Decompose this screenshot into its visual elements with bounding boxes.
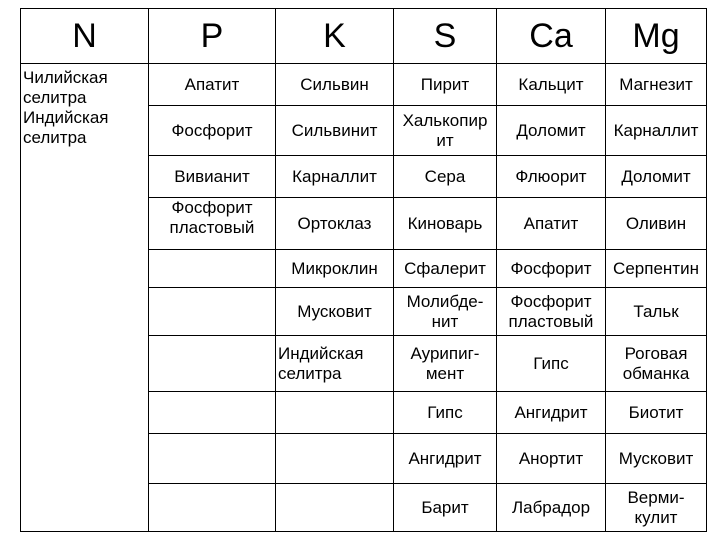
cell-text-line: Апатит <box>184 74 240 94</box>
table-cell-mg <box>606 250 707 288</box>
table-cell-ca <box>497 392 606 434</box>
table-cell-p <box>149 484 276 532</box>
table-cell-p <box>149 288 276 336</box>
cell-text-line: Пирит <box>420 74 470 94</box>
table-cell-p <box>149 250 276 288</box>
table-cell-ca <box>497 64 606 106</box>
table-cell-k <box>276 64 394 106</box>
table-cell-mg <box>606 64 707 106</box>
cell-text-line: Киноварь <box>407 213 483 233</box>
cell-text-line: Анортит <box>518 448 584 468</box>
table-cell-ca <box>497 434 606 484</box>
table-cell-mg <box>606 288 707 336</box>
cell-text-line: Фосфорит <box>171 198 253 217</box>
table-cell-ca <box>497 484 606 532</box>
cell-text-line: Биотит <box>628 402 684 422</box>
cell-text-line: Карналлит <box>292 166 377 186</box>
cell-text-line: Магнезит <box>619 74 693 94</box>
table-cell-s <box>394 434 497 484</box>
table-cell-k <box>276 392 394 434</box>
cell-text-line: Кальцит <box>518 74 584 94</box>
cell-text-line: селитра <box>278 363 342 383</box>
cell-text-line: Сера <box>424 166 466 186</box>
cell-text-line: Фосфорит <box>510 291 592 311</box>
cell-text-line: Индийская <box>278 343 364 363</box>
table-cell-s <box>394 64 497 106</box>
table-cell-k <box>276 484 394 532</box>
table-cell-k <box>276 106 394 156</box>
header-cell-n: N <box>21 9 149 64</box>
cell-text-line: Доломит <box>621 166 691 186</box>
table-cell-ca <box>497 288 606 336</box>
cell-text-line: обманка <box>622 363 690 383</box>
cell-text-line: Халькопир <box>402 110 488 130</box>
n-column-item: Чилийская селитра <box>23 68 108 107</box>
cell-text-line: Барит <box>421 497 469 517</box>
table-cell-mg <box>606 392 707 434</box>
table-cell-k <box>276 434 394 484</box>
cell-text-line: Апатит <box>523 213 579 233</box>
table-cell-s <box>394 250 497 288</box>
cell-text-line: мент <box>425 363 465 383</box>
cell-text-line: Мусковит <box>297 301 372 321</box>
table-cell-ca <box>497 336 606 392</box>
cell-text-line: Тальк <box>633 301 679 321</box>
table-cell-p <box>149 336 276 392</box>
table-cell-mg <box>606 434 707 484</box>
table-cell-mg <box>606 156 707 198</box>
cell-text-line: Ортоклаз <box>297 213 372 233</box>
table-cell-s <box>394 156 497 198</box>
table-cell-p <box>149 106 276 156</box>
cell-text-line: Гипс <box>427 402 463 422</box>
table-cell-k <box>276 156 394 198</box>
table-cell-p <box>149 156 276 198</box>
cell-text-line: Ангидрит <box>408 448 482 468</box>
table-cell-ca <box>497 198 606 250</box>
cell-text-line: Вивианит <box>174 166 250 186</box>
cell-text-line: Молибде- <box>406 291 484 311</box>
cell-text-line: Микроклин <box>291 258 378 278</box>
table-cell-k <box>276 336 394 392</box>
table-cell-k <box>276 250 394 288</box>
header-cell-mg: Mg <box>606 9 707 64</box>
table-row <box>21 64 707 106</box>
cell-text-line: Фосфорит <box>510 258 592 278</box>
cell-text-line: Доломит <box>516 120 586 140</box>
header-cell-k: K <box>276 9 394 64</box>
table-cell-p <box>149 64 276 106</box>
cell-text-line: пластовый <box>508 311 594 331</box>
header-row <box>21 9 707 64</box>
cell-text-line: нит <box>431 311 459 331</box>
cell-text-line: Ангидрит <box>514 402 588 422</box>
header-cell-ca: Ca <box>497 9 606 64</box>
cell-text-line: Флюорит <box>515 166 587 186</box>
table-cell-mg <box>606 336 707 392</box>
cell-text-line: Оливин <box>625 213 687 233</box>
table-cell-s <box>394 288 497 336</box>
n-column-cell <box>21 64 149 532</box>
cell-text-line: Роговая <box>624 343 688 363</box>
table-cell-s <box>394 336 497 392</box>
table-cell-p <box>149 392 276 434</box>
cell-text-line: Серпентин <box>613 258 699 278</box>
table-cell-s <box>394 106 497 156</box>
table-cell-k <box>276 198 394 250</box>
cell-text-line: Аурипиг- <box>410 343 480 363</box>
header-cell-s: S <box>394 9 497 64</box>
table-cell-s <box>394 392 497 434</box>
table-cell-ca <box>497 250 606 288</box>
cell-text-line: ит <box>436 130 454 150</box>
table-cell-ca <box>497 106 606 156</box>
cell-text-line: кулит <box>634 507 678 527</box>
header-cell-p: P <box>149 9 276 64</box>
table-cell-s <box>394 198 497 250</box>
table-cell-mg <box>606 484 707 532</box>
minerals-table <box>20 8 707 532</box>
cell-text-line: Гипс <box>533 353 569 373</box>
cell-text-line: Мусковит <box>618 448 694 468</box>
table-cell-s <box>394 484 497 532</box>
cell-text-line: Фосфорит <box>171 120 253 140</box>
cell-text-line: пластовый <box>169 218 255 237</box>
table-cell-k <box>276 288 394 336</box>
table-cell-ca <box>497 156 606 198</box>
table-cell-p <box>149 198 276 250</box>
cell-text-line: Лабрадор <box>511 497 591 517</box>
table-cell-p <box>149 434 276 484</box>
cell-text-line: Верми- <box>627 487 685 507</box>
table-cell-mg <box>606 106 707 156</box>
cell-text-line: Сильвин <box>300 74 369 94</box>
table-cell-mg <box>606 198 707 250</box>
cell-text-line: Сильвинит <box>291 120 378 140</box>
n-column-item: Индийская селитра <box>23 108 109 147</box>
cell-text-line: Сфалерит <box>404 258 486 278</box>
cell-text-line: Карналлит <box>613 120 699 140</box>
